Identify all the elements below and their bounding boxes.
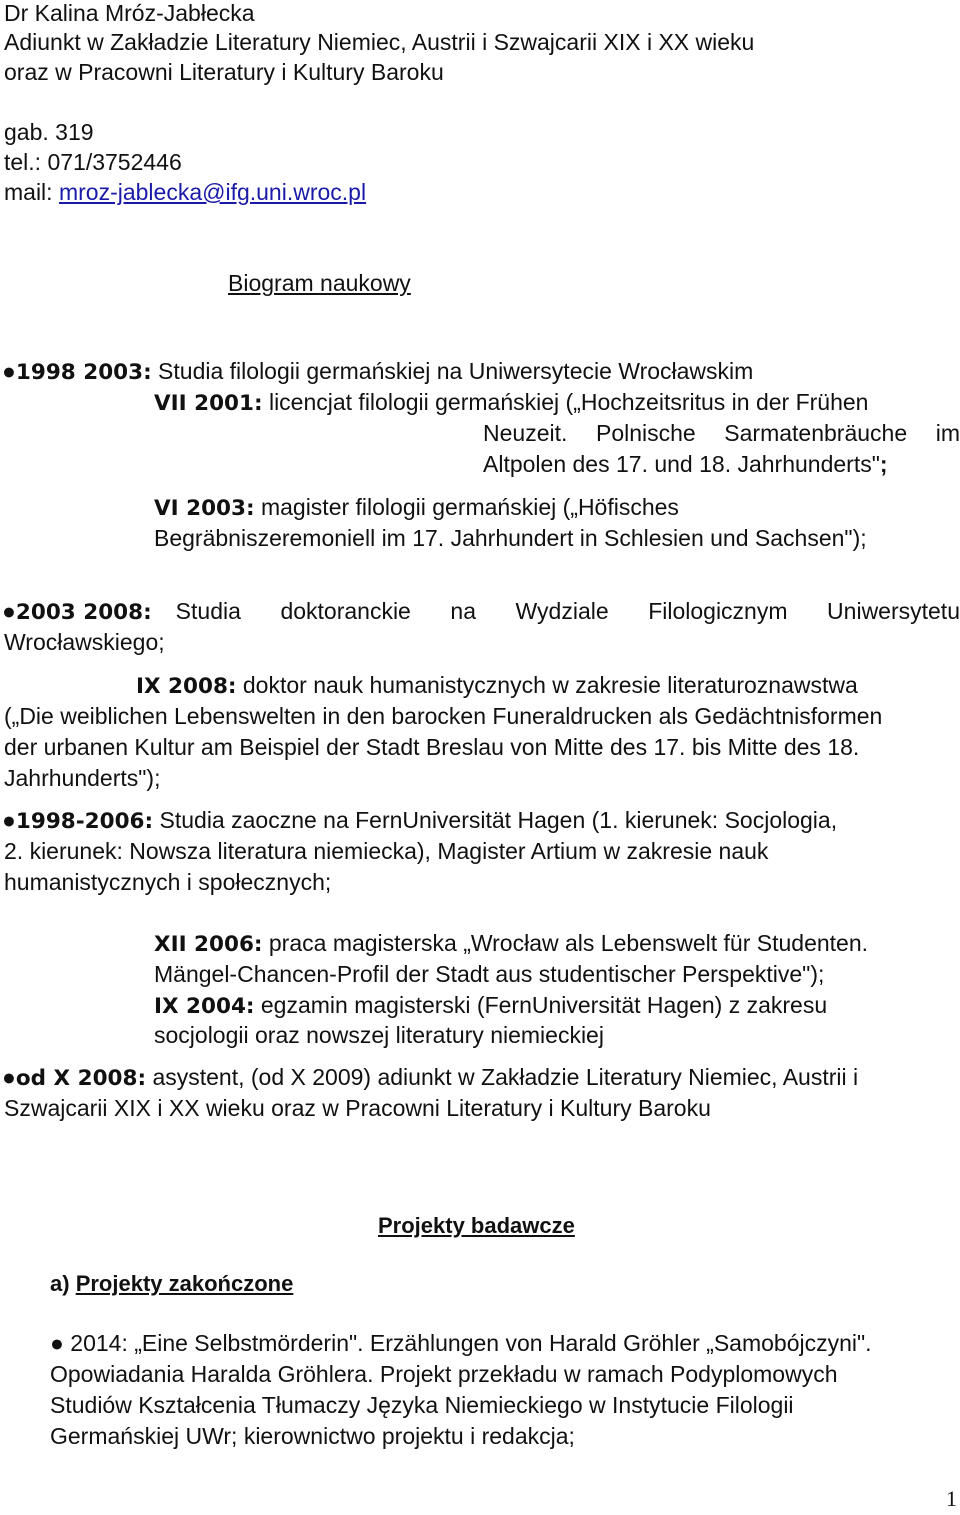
author-name: Dr Kalina Mróz-Jabłecka <box>4 0 255 26</box>
entry-2-years: 2003 2008: <box>15 600 152 625</box>
position-line-1: Adiunkt w Zakładzie Literatury Niemiec, Austrii i Szwajcarii XIX i XX wieku <box>4 29 755 55</box>
entry-3-sub-1-label: XII 2006: <box>154 932 263 957</box>
entry-1-sub-2-line-1 <box>154 492 679 524</box>
mail-label: mail: <box>4 179 59 205</box>
entry-2-sub-line-3: der urbanen Kultur am Beispiel der Stadt Breslau von Mitte des 17. bis Mitte des 18. <box>4 734 860 760</box>
phone-number: tel.: 071/3752446 <box>4 149 182 175</box>
projects-title: Projekty badawcze <box>378 1213 575 1238</box>
entry-1-sub-2-line-2: Begräbniszeremoniell im 17. Jahrhundert in Schlesien und Sachsen"); <box>154 525 867 551</box>
entry-3-years: 1998-2006: <box>15 809 154 834</box>
entry-3-sub-2-line-1 <box>154 990 827 1022</box>
completed-projects-prefix: a) <box>50 1271 76 1296</box>
entry-2-sub-line-1 <box>136 670 858 702</box>
bullet-icon: ● <box>2 358 16 384</box>
entry-2-sub-text: doktor nauk humanistycznych w zakresie literaturoznawstwa <box>236 672 858 698</box>
entry-3-sub-1-line-2: Mängel-Chancen-Profil der Stadt aus studentischer Perspektive"); <box>154 961 825 987</box>
project-item-1-line-1: ● 2014: „Eine Selbstmörderin". Erzählungen von Harald Gröhler „Samobójczyni". <box>50 1330 872 1356</box>
entry-1-sub-1-line-3-text: Altpolen des 17. und 18. Jahrhunderts" <box>483 451 880 477</box>
entry-1-sub-1-label: VII 2001: <box>154 391 263 416</box>
biogram-entry-1 <box>2 356 753 388</box>
entry-2-line-1: Studia doktoranckie na Wydziale Filologicznym Uniwersytetu <box>175 598 960 624</box>
entry-1-sub-1-line-3-end: ; <box>879 451 888 477</box>
mail-line <box>4 177 366 207</box>
entry-4-line-2: Szwajcarii XIX i XX wieku oraz w Pracowni Literatury i Kultury Baroku <box>4 1095 711 1121</box>
project-item-1-line-2: Opowiadania Haralda Gröhlera. Projekt przekładu w ramach Podyplomowych <box>50 1361 838 1387</box>
biogram-entry-4 <box>2 1062 858 1094</box>
position-line-2: oraz w Pracowni Literatury i Kultury Baroku <box>4 59 444 85</box>
entry-1-text: Studia filologii germańskiej na Uniwersytecie Wrocławskim <box>151 358 754 384</box>
entry-1-sub-1-line-3 <box>483 449 888 479</box>
mail-link[interactable]: mroz-jablecka@ifg.uni.wroc.pl <box>58 179 367 205</box>
entry-1-years: 1998 2003: <box>15 360 152 385</box>
entry-3-sub-1-text: praca magisterska „Wrocław als Lebenswelt für Studenten. <box>262 930 869 956</box>
entry-3-sub-1-line-1 <box>154 928 868 960</box>
entry-1-sub-1-text: licencjat filologii germańskiej („Hochzeitsritus in der Frühen <box>262 389 869 415</box>
page-number: 1 <box>946 1486 957 1511</box>
entry-3-line-2: 2. kierunek: Nowsza literatura niemiecka), Magister Artium w zakresie nauk <box>4 838 769 864</box>
entry-3-sub-2-text: egzamin magisterski (FernUniversität Hagen) z zakresu <box>254 992 828 1018</box>
entry-2-sub-line-2: („Die weiblichen Lebenswelten in den barocken Funeraldrucken als Gedächtnisformen <box>4 703 883 729</box>
room-number: gab. 319 <box>4 119 94 145</box>
entry-4-line-1: asystent, (od X 2009) adiunkt w Zakładzie Literatury Niemiec, Austrii i <box>146 1064 859 1090</box>
bullet-icon: ● <box>2 807 16 833</box>
entry-2-sub-line-4: Jahrhunderts"); <box>4 765 161 791</box>
entry-1-sub-2-label: VI 2003: <box>154 496 255 521</box>
completed-projects-title: Projekty zakończone <box>75 1271 294 1296</box>
biogram-entry-3 <box>2 805 837 837</box>
entry-1-sub-1-line-2: Neuzeit. Polnische Sarmatenbräuche im <box>483 420 960 446</box>
entry-1-sub-1-line-1 <box>154 387 868 419</box>
project-item-1-line-3: Studiów Kształcenia Tłumaczy Języka Niemieckiego w Instytucie Filologii <box>50 1392 794 1418</box>
entry-3-line-3: humanistycznych i społecznych; <box>4 869 332 895</box>
entry-3-sub-2-label: IX 2004: <box>154 994 255 1019</box>
biogram-entry-2 <box>2 596 960 628</box>
entry-2-line-2: Wrocławskiego; <box>4 629 165 655</box>
project-item-1-line-4: Germańskiej UWr; kierownictwo projektu i redakcja; <box>50 1423 575 1449</box>
entry-3-line-1: Studia zaoczne na FernUniversität Hagen (1. kierunek: Socjologia, <box>153 807 838 833</box>
entry-2-sub-label: IX 2008: <box>136 674 237 699</box>
entry-4-years: od X 2008: <box>15 1066 147 1091</box>
entry-1-sub-2-text: magister filologii germańskiej („Höfisches <box>254 494 679 520</box>
bullet-icon: ● <box>2 1064 16 1090</box>
bullet-icon: ● <box>2 598 16 624</box>
entry-3-sub-2-line-2: socjologii oraz nowszej literatury niemieckiej <box>154 1022 604 1048</box>
biogram-title: Biogram naukowy <box>228 270 411 296</box>
completed-projects-heading <box>50 1269 293 1299</box>
